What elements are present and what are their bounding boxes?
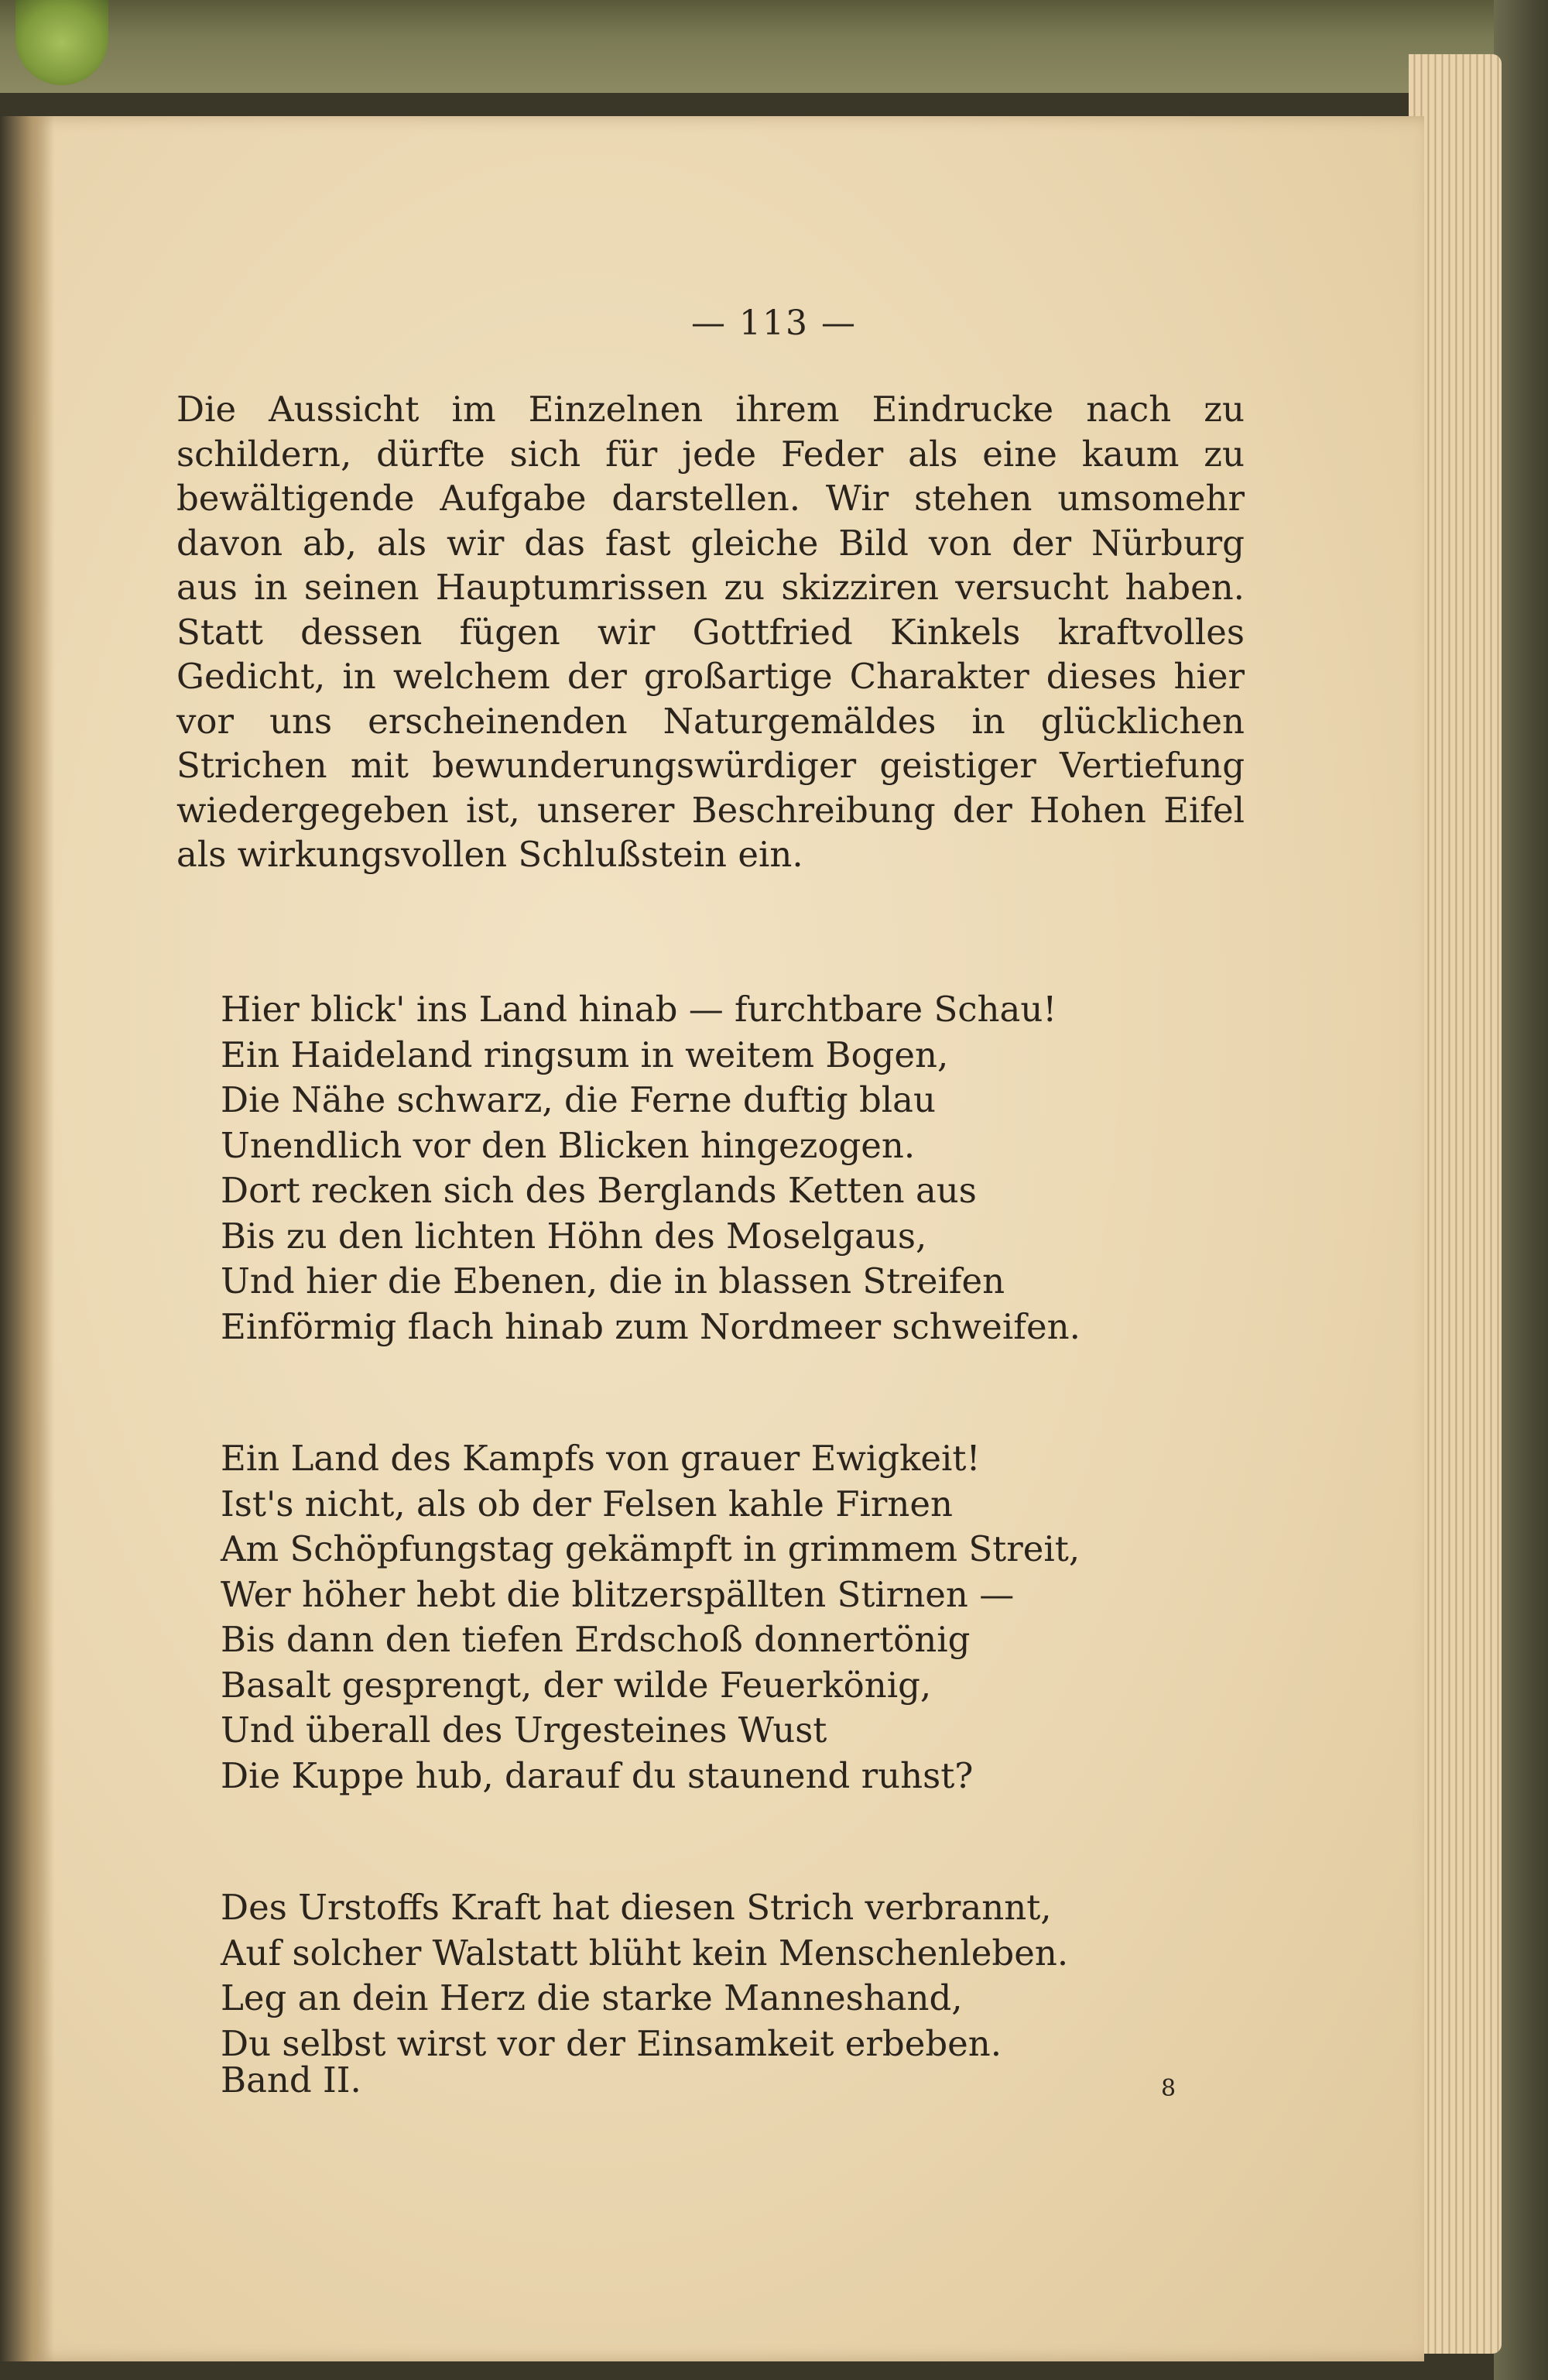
- poem-line: Unendlich vor den Blicken hingezogen.: [221, 1124, 916, 1166]
- poem-line: Am Schöpfungstag gekämpft in grimmem Streit,: [221, 1528, 1081, 1569]
- poem-line: Dort recken sich des Berglands Ketten aus: [221, 1170, 977, 1211]
- prose-line: Strichen mit bewunderungswürdiger geistiger Vertiefung: [176, 745, 1245, 786]
- prose-line: bewältigende Aufgabe darstellen. Wir stehen umsomehr: [176, 478, 1245, 519]
- poem-line: Auf solcher Walstatt blüht kein Menschenleben.: [221, 1932, 1069, 1974]
- poem-line: Hier blick' ins Land hinab — furchtbare Schau!: [221, 989, 1057, 1030]
- poem-line: Die Nähe schwarz, die Ferne duftig blau: [221, 1079, 936, 1120]
- poem-line: Du selbst wirst vor der Einsamkeit erbeben.: [221, 2022, 1002, 2064]
- poem-stanza-3: [221, 1885, 1227, 2066]
- prose-line: schildern, dürfte sich für jede Feder als eine kaum zu: [176, 433, 1245, 475]
- signature-line: Band II.: [221, 2059, 361, 2101]
- poem-line: Und hier die Ebenen, die in blassen Streifen: [221, 1260, 1005, 1301]
- poem-line: Bis zu den lichten Höhn des Moselgaus,: [221, 1215, 927, 1257]
- prose-paragraph: [176, 387, 1245, 877]
- poem-line: Ein Land des Kampfs von grauer Ewigkeit!: [221, 1438, 981, 1479]
- prose-line: Statt dessen fügen wir Gottfried Kinkels kraftvolles: [176, 611, 1245, 653]
- poem-line: Ist's nicht, als ob der Felsen kahle Firnen: [221, 1483, 953, 1524]
- poem-line: Ein Haideland ringsum in weitem Bogen,: [221, 1034, 949, 1075]
- poem-line: Die Kuppe hub, darauf du staunend ruhst?: [221, 1754, 974, 1796]
- prose-line: Die Aussicht im Einzelnen ihrem Eindrucke nach zu: [176, 389, 1245, 430]
- prose-line: wiedergegeben ist, unserer Beschreibung der Hohen Eifel: [176, 789, 1245, 831]
- poem-line: Leg an dein Herz die starke Manneshand,: [221, 1977, 963, 2018]
- poem-line: Einförmig flach hinab zum Nordmeer schweifen.: [221, 1305, 1081, 1347]
- poem-stanza-2: [221, 1436, 1227, 1799]
- sheet-mark: 8: [1161, 2075, 1176, 2102]
- poem-line: Wer höher hebt die blitzerspällten Stirnen —: [221, 1573, 1015, 1615]
- prose-line: davon ab, als wir das fast gleiche Bild von der Nürburg: [176, 522, 1245, 564]
- poem-stanza-1: [221, 987, 1227, 1349]
- prose-line: Gedicht, in welchem der großartige Charakter dieses hier: [176, 656, 1245, 697]
- poem-line: Basalt gesprengt, der wilde Feuerkönig,: [221, 1664, 932, 1706]
- poem-line: Und überall des Urgesteines Wust: [221, 1710, 827, 1751]
- page-number: — 113 —: [691, 304, 857, 343]
- prose-line: aus in seinen Hauptumrissen zu skizziren versucht haben.: [176, 567, 1245, 608]
- prose-line: vor uns erscheinenden Naturgemäldes in glücklichen: [176, 700, 1245, 742]
- poem-line: Des Urstoffs Kraft hat diesen Strich verbrannt,: [221, 1887, 1052, 1928]
- poem-line: Bis dann den tiefen Erdschoß donnertönig: [221, 1619, 971, 1660]
- prose-line: als wirkungsvollen Schlußstein ein.: [176, 834, 803, 875]
